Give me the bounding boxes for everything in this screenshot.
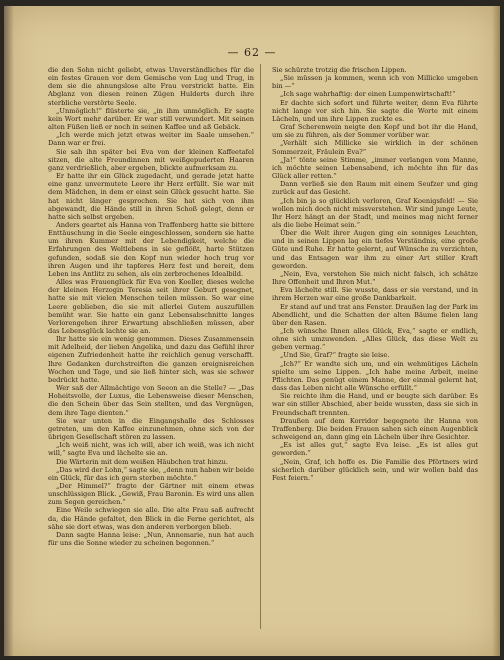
page-shadow-left (4, 6, 14, 656)
paragraph: „Sie müssen ja kommen, wenn ich von Millicke umgeben bin —“ (272, 74, 478, 91)
book-page (4, 6, 500, 656)
paragraph: Er dachte sich sofort und führte weiter, denn Eva führte nicht lange vor sich hin. Sie sagte die Worte mit einem Lächeln, und um ihre Lippen zuckte es. (272, 98, 478, 123)
paragraph: Die Wärterin mit dem weißen Häubchen trat hinzu. (56, 457, 228, 466)
paragraph: Draußen auf dem Korridor begegnete ihr Hanna von Traffenberg. Die beiden Frauen sahen sich einen Augenblick schweigend an, dann ging ein Lächeln über ihre Gesichter. (272, 416, 478, 442)
paragraph: die den Sohn nicht geliebt, etwas Unverständliches für die ein festes Grauen vor dem Gemische von Lug und Trug, in dem sie die ahnungslose alte Frau verstrickt hatte. Ein Abglanz von diesen reinen Zügen Hulderts durch ihre sterbliche verstörte Seele. (48, 66, 254, 107)
right-text-column (272, 66, 478, 482)
paragraph: „Es ist alles gut,“ sagte Eva leise. „Es ist alles gut geworden.“ (272, 441, 478, 458)
paragraph: Sie war unten in die Eingangshalle des Schlosses getreten, um den Kaffee einzunehmen, ohne sich von der übrigen Gesellschaft stören zu lassen. (48, 416, 254, 442)
paragraph: Sie schürzte trotzig die frischen Lippen. (272, 66, 407, 74)
paragraph: Wer saß der Allmächtige von Seeon an die Stelle? — „Das Hoheitsvolle, der Luxus, die Lebensweise dieser Menschen, die den Schein über das Sein stellten, und das Vergnügen, dem ihre Tage dienten.“ (48, 384, 254, 417)
paragraph: „Ich weiß nicht, was ich will, aber ich weiß, was ich nicht will,“ sagte Eva und lächelte sie an. (48, 441, 254, 458)
paragraph: „Und Sie, Graf?“ fragte sie leise. (280, 351, 390, 360)
paragraph: Dann verließ sie den Raum mit einem Seufzer und ging zurück auf das Gesicht. (272, 180, 478, 197)
paragraph: „Verhält sich Millicke sie wirklich in der schönen Sommerzeit, Fräulein Eva?“ (272, 139, 478, 156)
left-text-column (48, 66, 254, 547)
paragraph: „Nein, Graf, ich hoffe es. Die Familie des Pförtners wird sicherlich darüber glücklich sein, und wir wollen bald das Fest feiern.“ (272, 457, 478, 482)
paragraph: „Ja!“ tönte seine Stimme, „immer verlangen vom Manne, ich möchte seinen Lebensabend, ich möchte ihn für das Glück aller retten.“ (272, 155, 478, 181)
paragraph: Sie reichte ihm die Hand, und er beugte sich darüber. Es war ein stiller Abschied, aber beide wussten, dass sie sich in Freundschaft trennten. (272, 392, 478, 417)
paragraph: Ihr hatte sie ein wenig genommen. Dieses Zusammensein mit Adelheid, der lieben Angelika, und dazu das Gefühl ihrer eigenen Zufriedenheit hatte ihr reichlich genug verschafft. Ihre Gedanken durchstreiften die ganzen ereignisreichen Wochen und Tage, und sie ließ hinter sich, was sie schwer bedrückt hatte. (48, 335, 254, 384)
paragraph: „Ich?“ Er wandte sich um, und ein wehmütiges Lächeln spielte um seine Lippen. „Ich habe meine Arbeit, meine Pflichten. Das genügt einem Manne, der einmal gelernt hat, dass das Leben nicht alle Wünsche erfüllt.“ (272, 359, 478, 393)
paragraph: Alles was Frauenglück für Eva von Koeller, dieses welche der kleinen Herzogin Teresia seit ihrer Geburt gesegnet, hatte sie mit vielen Menschen teilen müssen. So war eine Leere geblieben, die sie mit allerlei Gutem auszufüllen bemüht war. Sie hatte ein ganz Lebensabschnitte langes Verlorengehen ihrer Erwartung abschließen müssen, aber das Lebensglück lachte sie an. (48, 278, 254, 335)
paragraph: „Unmöglich!“ flüsterte sie, „in ihm unmöglich. Er sagte kein Wort mehr darüber. Er war still verwundert. Mit seinen alten Füßen ließ er noch in seinen Kaffee und aß Gebäck. (48, 106, 254, 132)
paragraph: „Der Himmel?“ fragte der Gärtner mit einem etwas unschlüssigen Blick. „Gewiß, Frau Baronin. Es wird uns allen zum Segen gereichen.“ (48, 481, 254, 507)
paragraph: „Ich bin ja so glücklich verloren, Graf Koenigsfeld! — Sie wollen mich doch nicht missverstehen. Wir sind junge Leute, Ihr Herz hängt an der Stadt, und meines mag nicht ferner als die liebe Heimat sein.“ (272, 196, 478, 229)
paragraph: Sie sah ihn später bei Eva von der kleinen Kaffeetafel sitzen, die alte Freundinnen mit weißgepuderten Haaren ganz verdrießlich, aber ergeben, blickte aufmerksam zu. (48, 147, 254, 172)
paragraph: Graf Scherenwein neigte den Kopf und bot ihr die Hand, um sie zu führen, als der Sommer vorüber war. (272, 123, 478, 140)
paragraph: Er stand auf und trat ans Fenster. Draußen lag der Park im Abendlicht, und die Schatten der alten Bäume fielen lang über den Rasen. (272, 302, 478, 327)
page-shadow-right (492, 6, 500, 656)
paragraph: Eva lächelte still. Sie wusste, dass er sie verstand, und in ihrem Herzen war eine große Dankbarkeit. (272, 286, 478, 303)
paragraph: „Ich sage wahrhaftig: der einen Lumpenwirtschaft!“ (280, 90, 456, 99)
paragraph: „Das wird der Lohn,“ sagte sie, „denn nun haben wir beide ein Glück, für das ich gern sterben möchte.“ (48, 465, 254, 482)
paragraph: Dann sagte Hanna leise: „Nun, Annemarie, nun hat auch für uns die Sonne wieder zu scheinen begonnen.“ (48, 530, 254, 548)
paragraph: Eine Weile schwiegen sie alle. Die alte Frau saß aufrecht da, die Hände gefaltet, den Blick in die Ferne gerichtet, als sähe sie dort etwas, was den anderen verborgen blieb. (48, 506, 254, 531)
column-divider (260, 64, 261, 629)
paragraph: Er hatte ihr ein Glück zugedacht, und gerade jetzt hatte eine ganz unvermutete Leere ihr Herz erfüllt. Sie war mit dem Mädchen, in dem er einst sein Glück gesucht hatte. Sie hat nicht länger gesprochen. Sie hat sich von ihm abgewandt, die Hände still in ihren Schoß gelegt, denn er hatte sich selbst ergeben. (48, 172, 254, 221)
paragraph: Über die Welt ihrer Augen ging ein sonniges Leuchten, und in seinen Lippen lag ein tiefes Verständnis, eine große Güte und Ruhe. Er hatte gelernt, auf Wünsche zu verzichten, und das Entsagen war ihm zu einer Art stiller Kraft geworden. (272, 229, 478, 270)
paragraph: „Ich werde mich jetzt etwas weiter im Saale umsehen.“ Dann war er frei. (48, 131, 254, 148)
page-number: — 62 — (227, 46, 277, 59)
paragraph: „Ich wünsche Ihnen alles Glück, Eva,“ sagte er endlich, ohne sich umzuwenden. „Alles Glück, das diese Welt zu geben vermag.“ (272, 327, 478, 352)
paragraph: „Nein, Eva, verstehen Sie mich nicht falsch, ich schätze Ihre Offenheit und Ihren Mut.“ (272, 269, 478, 287)
paragraph: Anders geartet als Hanna von Traffenberg hatte sie bittere Enttäuschung in die Seele eingeschlossen, sondern sie hatte um ihren Kummer mit der Lebendigkeit, welche die Erfahrungen des Weltlebens in sie geflößt, harte Stützen gefunden, sodaß sie den Kopf nun wieder hoch trug vor ihren Augen und ihr tapferes Herz fest und bereit, dem Leben ins Antlitz zu sehen, als ein zerbrochenes Idealbild. (48, 220, 254, 278)
